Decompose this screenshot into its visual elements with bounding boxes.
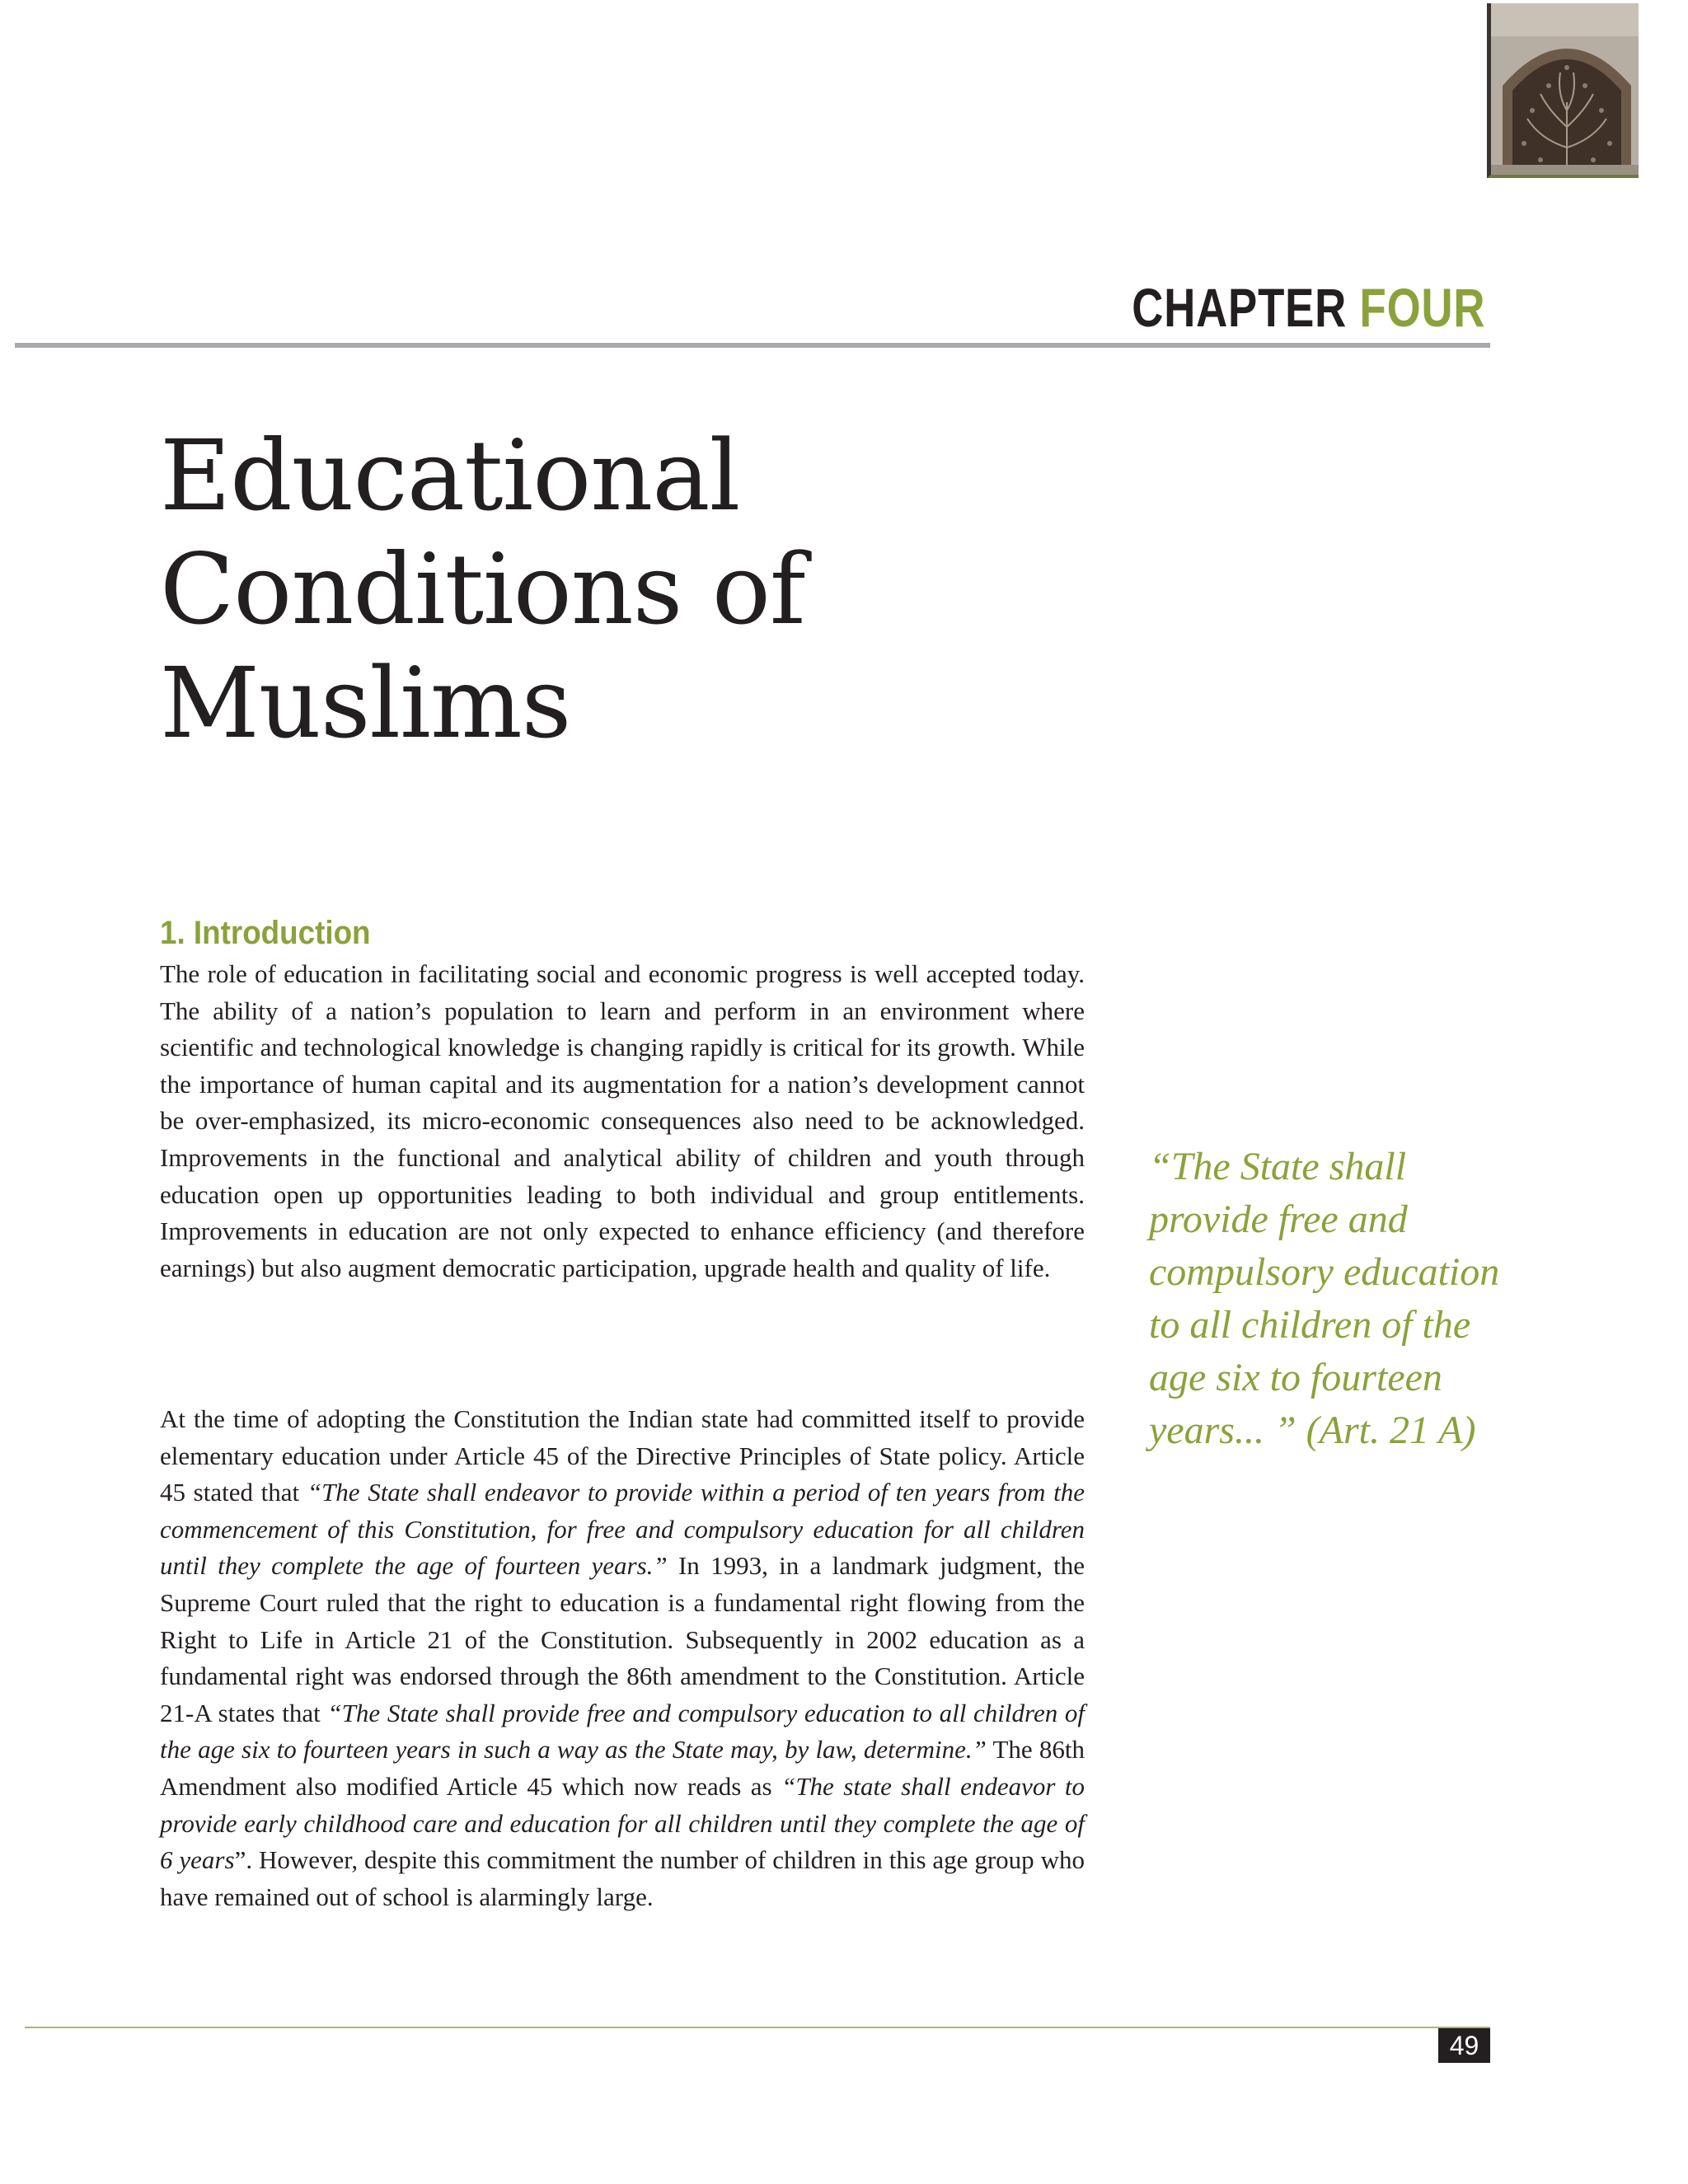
pull-quote: “The State shall provide free and compulsory education to all children of the age six to fourteen years... ” (Art. 21 A) [1149, 1145, 1500, 1452]
paragraph-2-text-2: In 1993, in a landmark judgment, the Supreme Court ruled that the right to education is a fundamental right flowing from the Right to Life in Article 21 of the Constitution. Subsequently in 2002 education as a fundamental right was endorsed through the 86th amendment to the Constitution. Article 21-A states that [160, 1551, 1085, 1727]
paragraph-2-text-4: ”. However, despite this commitment the number of children in this age group who have remained out of school is alarmingly large. [160, 1845, 1085, 1911]
paragraph-2-text-3: The 86th Amendment also modified Article 45 which now reads as [160, 1735, 1085, 1801]
chapter-title-line-2: Conditions of [160, 532, 805, 646]
chapter-title-line-3: Muslims [160, 646, 571, 760]
chapter-number: FOUR [1359, 277, 1485, 338]
page-number: 49 [1438, 2028, 1490, 2063]
chapter-title-line-1: Educational [160, 419, 740, 532]
chapter-word: CHAPTER [1131, 277, 1347, 338]
section-heading: 1. Introduction [160, 915, 371, 951]
intro-paragraph-2 [160, 1401, 1085, 1915]
chapter-title [160, 419, 902, 760]
intro-paragraph-1: The role of education in facilitating social and economic progress is well accepted today. The ability of a nation’s population to learn and perform in an environment where scientific and technological knowledge is changing rapidly is critical for its growth. While the importance of human capital and its augmentation for a nation’s development cannot be over-emphasized, its micro-economic consequences also need to be acknowledged. Improvements in the functional and analytical ability of children and youth through education open up opportunities leading to both individual and group entitlements. Improvements in education are not only expected to enhance efficiency (and therefore earnings) but also augment democratic participation, upgrade health and quality of life. [160, 959, 1085, 1282]
amended-article-45-quote: “The state shall endeavor to provide early childhood care and education for all children until they complete the age of 6 years [160, 1771, 1085, 1875]
paragraph-2-text-1: At the time of adopting the Constitution the Indian state had committed itself to provide elementary education under Article 45 of the Directive Principles of State policy. Article 45 stated that [160, 1404, 1085, 1507]
article-45-quote: “The State shall endeavor to provide within a period of ten years from the commencement of this Constitution, for free and compulsory education for all children until they complete the age of fourteen years.” [160, 1478, 1085, 1581]
chapter-label [1131, 277, 1485, 338]
article-21a-quote: “The State shall provide free and compulsory education to all children of the age six to fourteen years in such a way as the State may, by law, determine.” [160, 1698, 1085, 1765]
chapter-divider [15, 343, 1490, 348]
carved-stone-window-jali-image [1487, 3, 1639, 178]
footer-divider [25, 2027, 1490, 2028]
